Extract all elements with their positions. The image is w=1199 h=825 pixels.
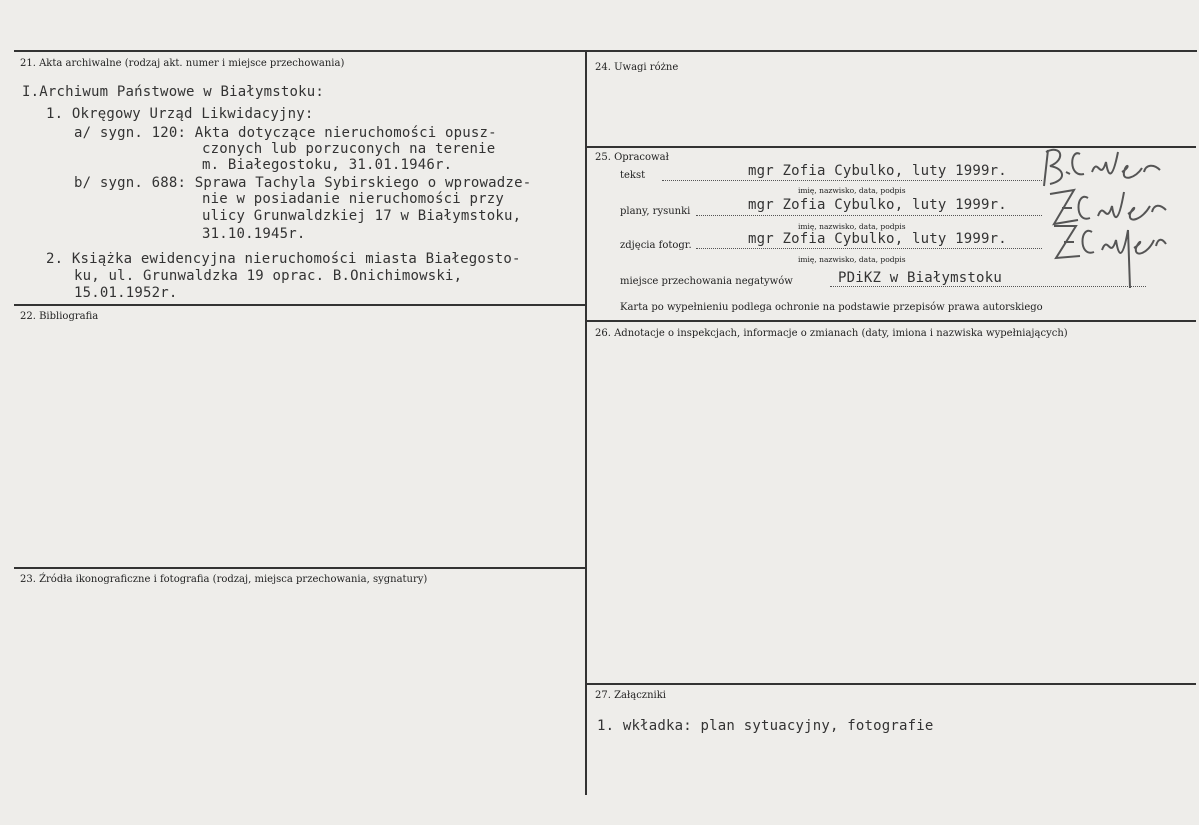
divider-26-27 [586,683,1196,685]
plany-dotted-line [696,215,1042,216]
zdjecia-label: zdjęcia fotogr. [620,240,692,251]
archive-line-2: 1. Okręgowy Urząd Likwidacyjny: [46,106,314,122]
miejsce-label: miejsce przechowania negatywów [620,276,793,287]
archive-line-1: I.Archiwum Państwowe w Białymstoku: [22,84,325,100]
copyright-note: Karta po wypełnieniu podlega ochronie na podstawie przepisów prawa autorskiego [620,302,1043,313]
section-21-label: 21. Akta archiwalne (rodzaj akt. numer i miejsce przechowania) [20,58,345,69]
section-27-label: 27. Załączniki [595,690,666,701]
zdjecia-value: mgr Zofia Cybulko, luty 1999r. [748,231,1007,247]
archive-line-11: ku, ul. Grunwaldzka 19 oprac. B.Onichimowski, [74,268,463,284]
attachment-item: 1. wkładka: plan sytuacyjny, fotografie [597,718,934,734]
miejsce-value: PDiKZ w Białymstoku [838,270,1002,286]
archive-line-5: m. Białegostoku, 31.01.1946r. [202,157,453,173]
section-24-label: 24. Uwagi różne [595,62,679,73]
archive-line-4: czonych lub porzuconych na terenie [202,141,496,157]
divider-25-26 [586,320,1196,322]
tekst-value: mgr Zofia Cybulko, luty 1999r. [748,163,1007,179]
archive-line-8: ulicy Grunwaldzkiej 17 w Białymstoku, [202,208,522,224]
plany-caption: imię, nazwisko, data, podpis [798,222,906,231]
plany-label: plany, rysunki [620,206,691,217]
section-22-label: 22. Bibliografia [20,311,99,322]
section-25-label: 25. Opracował [595,152,669,163]
archive-line-3: a/ sygn. 120: Akta dotyczące nieruchomości opusz- [74,125,497,141]
tekst-caption: imię, nazwisko, data, podpis [798,186,906,195]
archive-line-6: b/ sygn. 688: Sprawa Tachyla Sybirskiego o wprowadze- [74,175,532,191]
archive-line-10: 2. Książka ewidencyjna nieruchomości miasta Białegosto- [46,251,521,267]
tekst-dotted-line [662,180,1042,181]
archive-line-9: 31.10.1945r. [202,226,306,242]
archive-line-7: nie w posiadanie nieruchomości przy [202,191,505,207]
section-26-label: 26. Adnotacje o inspekcjach, informacje o zmianach (daty, imiona i nazwiska wypełniających) [595,328,1068,339]
tekst-label: tekst [620,170,646,181]
divider-21-22 [14,304,586,306]
zdjecia-dotted-line [696,248,1042,249]
plany-value: mgr Zofia Cybulko, luty 1999r. [748,197,1007,213]
divider-22-23 [14,567,586,569]
top-border [14,50,1197,52]
section-23-label: 23. Źródła ikonograficzne i fotografia (rodzaj, miejsca przechowania, sygnatury) [20,574,428,585]
zdjecia-caption: imię, nazwisko, data, podpis [798,255,906,264]
archive-line-12: 15.01.1952r. [74,285,178,301]
signature-3 [1044,218,1169,296]
